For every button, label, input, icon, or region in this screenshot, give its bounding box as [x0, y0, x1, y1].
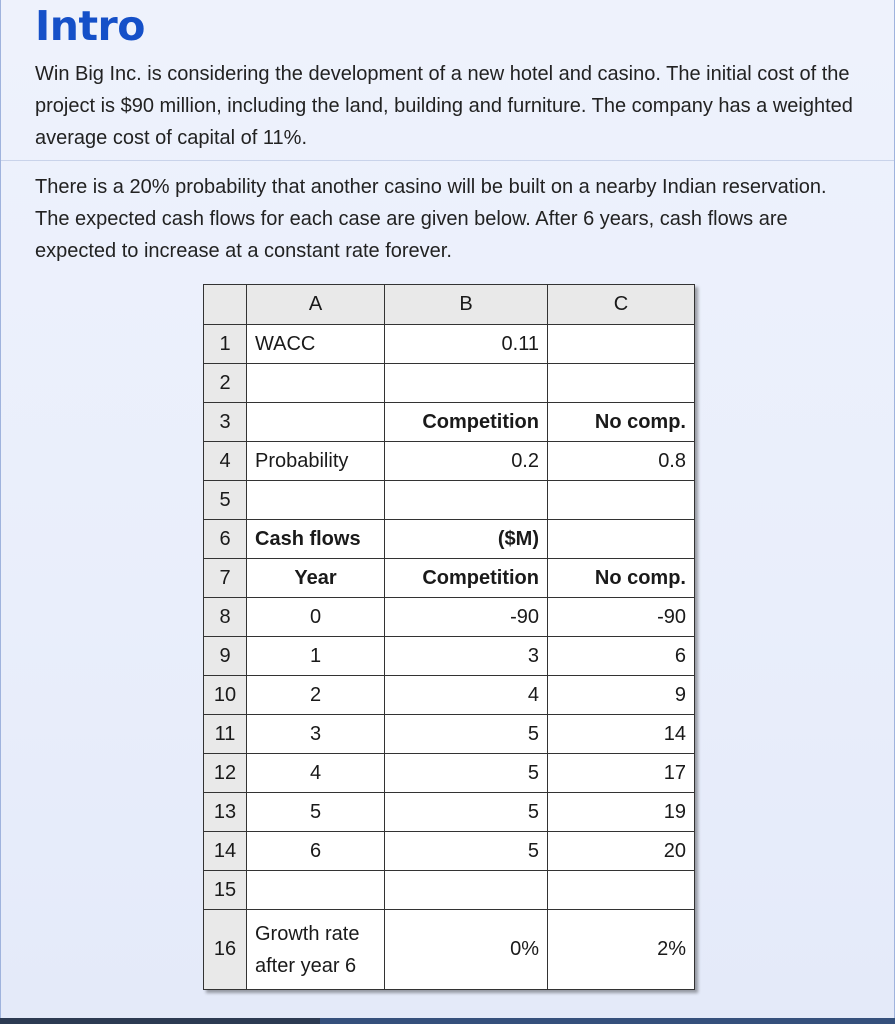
cell-c16: 2% — [548, 910, 695, 990]
table-row — [204, 598, 695, 637]
cell-b9: 3 — [385, 637, 548, 676]
cell-c2 — [548, 364, 695, 403]
corner-cell — [204, 285, 247, 325]
row-number: 8 — [204, 598, 247, 637]
table-row — [204, 481, 695, 520]
row-number: 15 — [204, 871, 247, 910]
cell-b6: ($M) — [385, 520, 548, 559]
cell-a3 — [247, 403, 385, 442]
cell-a7: Year — [247, 559, 385, 598]
row-number: 7 — [204, 559, 247, 598]
table-row — [204, 715, 695, 754]
table-row — [204, 364, 695, 403]
row-number: 16 — [204, 910, 247, 990]
cell-a4: Probability — [247, 442, 385, 481]
paragraph-divider — [1, 160, 894, 161]
cell-c5 — [548, 481, 695, 520]
row-number: 9 — [204, 637, 247, 676]
intro-paragraph-1: Win Big Inc. is considering the development of a new hotel and casino. The initial cost of the project is $90 million, including the land, building and furniture. The company has a weighted average cost of capital of 11%. — [35, 63, 853, 149]
table-row — [204, 520, 695, 559]
cell-c14: 20 — [548, 832, 695, 871]
cell-a14: 6 — [247, 832, 385, 871]
cell-b15 — [385, 871, 548, 910]
cell-b12: 5 — [385, 754, 548, 793]
window-bottom-bar-accent — [320, 1018, 895, 1024]
cell-a5 — [247, 481, 385, 520]
growth-rate-label-line-1: Growth rate — [255, 922, 360, 945]
cell-c7: No comp. — [548, 559, 695, 598]
table-row — [204, 910, 695, 990]
growth-rate-label-line-2: after year 6 — [255, 954, 357, 977]
table-row — [204, 676, 695, 715]
cell-c15 — [548, 871, 695, 910]
column-header-row — [204, 285, 695, 325]
row-number: 5 — [204, 481, 247, 520]
cell-a6: Cash flows — [247, 520, 385, 559]
cell-c3: No comp. — [548, 403, 695, 442]
cell-c8: -90 — [548, 598, 695, 637]
cell-b13: 5 — [385, 793, 548, 832]
table-row — [204, 559, 695, 598]
row-number: 4 — [204, 442, 247, 481]
cell-b14: 5 — [385, 832, 548, 871]
table-row — [204, 793, 695, 832]
cell-b3: Competition — [385, 403, 548, 442]
cell-a1: WACC — [247, 325, 385, 364]
column-header-a: A — [247, 285, 385, 325]
table-row — [204, 832, 695, 871]
table-row — [204, 637, 695, 676]
spreadsheet-table — [203, 284, 695, 990]
table-row — [204, 325, 695, 364]
table-row — [204, 754, 695, 793]
row-number: 13 — [204, 793, 247, 832]
cell-a9: 1 — [247, 637, 385, 676]
cell-b4: 0.2 — [385, 442, 548, 481]
cell-a12: 4 — [247, 754, 385, 793]
cell-a10: 2 — [247, 676, 385, 715]
cell-c11: 14 — [548, 715, 695, 754]
row-number: 1 — [204, 325, 247, 364]
cell-a16 — [247, 910, 385, 990]
cell-a2 — [247, 364, 385, 403]
cell-c4: 0.8 — [548, 442, 695, 481]
table-row — [204, 442, 695, 481]
cell-c10: 9 — [548, 676, 695, 715]
cell-a11: 3 — [247, 715, 385, 754]
cell-c1 — [548, 325, 695, 364]
row-number: 6 — [204, 520, 247, 559]
page-title: Intro — [35, 2, 145, 50]
table-row — [204, 403, 695, 442]
row-number: 14 — [204, 832, 247, 871]
cell-b10: 4 — [385, 676, 548, 715]
cell-a15 — [247, 871, 385, 910]
cell-b1: 0.11 — [385, 325, 548, 364]
cell-b2 — [385, 364, 548, 403]
cell-c6 — [548, 520, 695, 559]
column-header-c: C — [548, 285, 695, 325]
row-number: 11 — [204, 715, 247, 754]
cell-a8: 0 — [247, 598, 385, 637]
cell-c12: 17 — [548, 754, 695, 793]
cell-a13: 5 — [247, 793, 385, 832]
cell-c13: 19 — [548, 793, 695, 832]
row-number: 3 — [204, 403, 247, 442]
spreadsheet — [203, 284, 695, 990]
cell-b7: Competition — [385, 559, 548, 598]
column-header-b: B — [385, 285, 548, 325]
window-bottom-bar — [0, 1018, 895, 1024]
row-number: 12 — [204, 754, 247, 793]
cell-b5 — [385, 481, 548, 520]
row-number: 10 — [204, 676, 247, 715]
cell-b16: 0% — [385, 910, 548, 990]
intro-paragraph-2: There is a 20% probability that another casino will be built on a nearby Indian reservation. The expected cash flows for each case are given below. After 6 years, cash flows are expected to increase at a constant rate forever. — [35, 176, 827, 262]
row-number: 2 — [204, 364, 247, 403]
cell-b11: 5 — [385, 715, 548, 754]
cell-b8: -90 — [385, 598, 548, 637]
table-row — [204, 871, 695, 910]
cell-c9: 6 — [548, 637, 695, 676]
